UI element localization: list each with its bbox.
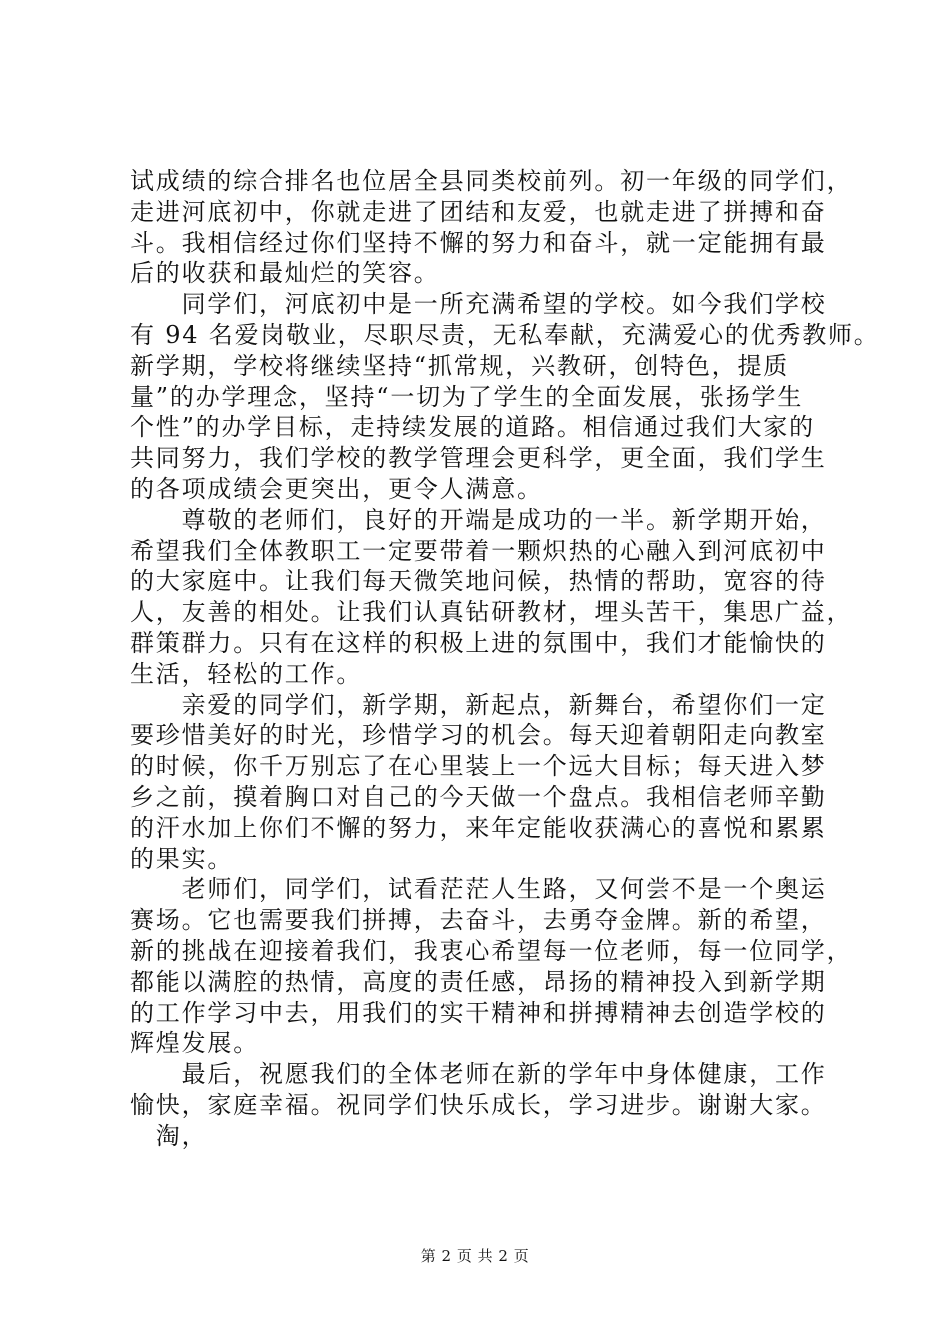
text-line: 试成绩的综合排名也位居全县同类校前列。初一年级的同学们， — [130, 167, 853, 195]
text-line: 要珍惜美好的时光，珍惜学习的机会。每天迎着朝阳走向教室 — [130, 721, 827, 750]
paragraph-start: 淘， — [130, 1121, 208, 1150]
page-number-label: 第 2 页 共 2 页 — [420, 1247, 530, 1265]
text-line: 生活，轻松的工作。 — [130, 659, 363, 688]
text-line: 的汗水加上你们不懈的努力，来年定能收获满心的喜悦和累累 — [130, 813, 827, 842]
page-footer — [0, 1246, 950, 1266]
text-line: 的工作学习中去，用我们的实干精神和拼搏精神去创造学校的 — [130, 998, 827, 1027]
text-line: 的各项成绩会更突出，更令人满意。 — [130, 474, 543, 503]
document-body — [130, 166, 880, 1152]
text-line: 辉煌发展。 — [130, 1029, 259, 1058]
text-line: 后的收获和最灿烂的笑容。 — [130, 259, 440, 288]
text-line: 群策群力。只有在这样的积极上进的氛围中，我们才能愉快的 — [130, 628, 827, 657]
text-line: 的果实。 — [130, 844, 234, 873]
text-line: 新学期，学校将继续坚持“抓常规，兴教研，创特色，提质 — [130, 351, 790, 380]
text-line: 量”的办学理念，坚持“一切为了学生的全面发展，张扬学生 — [130, 382, 804, 411]
text-line: 共同努力，我们学校的教学管理会更科学，更全面，我们学生 — [130, 444, 827, 473]
text-line: 乡之前，摸着胸口对自己的今天做一个盘点。我相信老师辛勤 — [130, 782, 827, 811]
text-line: 新的挑战在迎接着我们，我衷心希望每一位老师，每一位同学， — [130, 936, 853, 965]
text-line: 愉快，家庭幸福。祝同学们快乐成长，学习进步。谢谢大家。 — [130, 1090, 827, 1119]
text-line: 个性”的办学目标，走持续发展的道路。相信通过我们大家的 — [130, 413, 815, 442]
text-line: 的时候，你千万别忘了在心里装上一个远大目标；每天进入梦 — [130, 752, 827, 781]
paragraph-start: 同学们，河底初中是一所充满希望的学校。如今我们学校 — [130, 290, 827, 319]
text-line: 走进河底初中，你就走进了团结和友爱，也就走进了拼搏和奋 — [130, 197, 827, 226]
paragraph-start: 亲爱的同学们，新学期，新起点，新舞台，希望你们一定 — [130, 690, 827, 719]
text-line: 有 94 名爱岗敬业，尽职尽责，无私奉献，充满爱心的优秀教师。 — [130, 320, 880, 349]
text-line: 都能以满腔的热情，高度的责任感，昂扬的精神投入到新学期 — [130, 967, 827, 996]
paragraph-start: 尊敬的老师们，良好的开端是成功的一半。新学期开始， — [130, 505, 827, 534]
paragraph-start: 老师们，同学们，试看茫茫人生路，又何尝不是一个奥运 — [130, 875, 827, 904]
text-line: 的大家庭中。让我们每天微笑地问候，热情的帮助，宽容的待 — [130, 567, 827, 596]
paragraph-start: 最后，祝愿我们的全体老师在新的学年中身体健康，工作 — [130, 1060, 827, 1089]
text-line: 赛场。它也需要我们拼搏，去奋斗，去勇夺金牌。新的希望， — [130, 906, 827, 935]
text-line: 斗。我相信经过你们坚持不懈的努力和奋斗，就一定能拥有最 — [130, 228, 827, 257]
text-line: 人，友善的相处。让我们认真钻研教材，埋头苦干，集思广益， — [130, 598, 853, 627]
text-line: 希望我们全体教职工一定要带着一颗炽热的心融入到河底初中 — [130, 536, 827, 565]
